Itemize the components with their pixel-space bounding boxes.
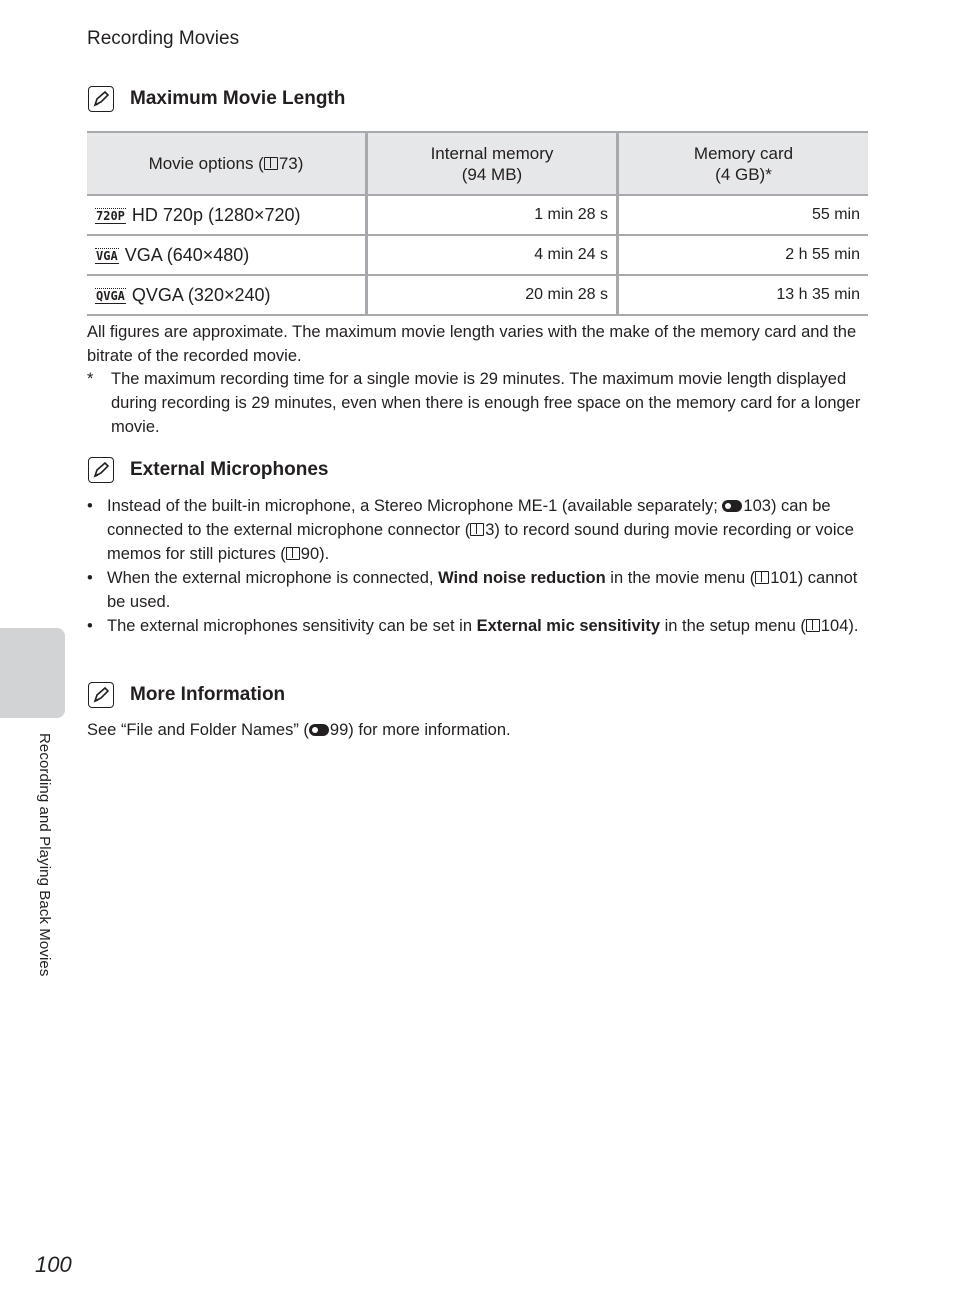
running-header: Recording Movies: [87, 28, 240, 49]
section-title: Maximum Movie Length: [130, 88, 346, 109]
list-item: • The external microphones sensitivity can be set in External mic sensitivity in the setup menu ( 104).: [87, 614, 867, 638]
internal-memory-value: 4 min 24 s: [367, 235, 618, 275]
internal-memory-value: 1 min 28 s: [367, 195, 618, 235]
book-ref-icon: [470, 523, 484, 536]
list-item: • Instead of the built-in microphone, a Stereo Microphone ME-1 (available separately; 103) can be connected to the external microphone connector ( 3) to record sound during movie recording or voice memos for still pictures ( 90).: [87, 494, 867, 566]
book-ref-icon: [264, 157, 278, 170]
book-ref-icon: [806, 619, 820, 632]
section-max-length-heading: [88, 84, 345, 114]
section-title: More Information: [130, 684, 286, 705]
menu-option-name: External mic sensitivity: [476, 617, 661, 635]
col-internal-memory: Internal memory (94 MB): [367, 132, 618, 195]
row-label: 720P HD 720p (1280×720): [87, 195, 367, 235]
book-ref-icon: [286, 547, 300, 560]
approximate-figures-note: All figures are approximate. The maximum movie length varies with the make of the memory card and the bitrate of the recorded movie.: [87, 323, 857, 365]
bullet: •: [87, 617, 93, 635]
section-external-mics-heading: [88, 455, 329, 485]
hd720p-mode-icon: 720P: [96, 208, 125, 223]
footnote: [87, 367, 867, 439]
page-number: 100: [35, 1252, 72, 1277]
table-header-row: [87, 132, 868, 195]
memory-card-value: 2 h 55 min: [618, 235, 869, 275]
reference-section-icon: [309, 724, 329, 736]
note-pencil-icon: [88, 457, 114, 483]
col-memory-card: Memory card (4 GB)*: [618, 132, 869, 195]
table-row: [87, 275, 868, 315]
movie-length-table: [87, 131, 868, 316]
list-item: • When the external microphone is connected, Wind noise reduction in the movie menu ( 101) cannot be used.: [87, 566, 867, 614]
reference-section-icon: [722, 500, 742, 512]
footnote-text: The maximum recording time for a single movie is 29 minutes. The maximum movie length displayed during recording is 29 minutes, even when there is enough free space on the memory card for a longer movie.: [111, 370, 861, 436]
qvga-mode-icon: QVGA: [96, 288, 125, 303]
table-row: [87, 235, 868, 275]
footnote-mark: *: [87, 370, 94, 388]
table-row: [87, 195, 868, 235]
book-ref-icon: [755, 571, 769, 584]
side-chapter-tab: [0, 628, 65, 718]
vga-mode-icon: VGA: [96, 248, 118, 263]
external-mic-bullets: [87, 494, 867, 638]
note-pencil-icon: [88, 86, 114, 112]
col-movie-options: Movie options ( 73): [87, 132, 367, 195]
note-pencil-icon: [88, 682, 114, 708]
row-label: QVGA QVGA (320×240): [87, 275, 367, 315]
menu-option-name: Wind noise reduction: [438, 569, 606, 587]
section-more-info-heading: [88, 680, 285, 710]
more-info-text: See “File and Folder Names” ( 99) for more information.: [87, 721, 511, 739]
memory-card-value: 13 h 35 min: [618, 275, 869, 315]
row-label: VGA VGA (640×480): [87, 235, 367, 275]
memory-card-value: 55 min: [618, 195, 869, 235]
side-chapter-label: Recording and Playing Back Movies: [36, 733, 53, 977]
internal-memory-value: 20 min 28 s: [367, 275, 618, 315]
bullet: •: [87, 497, 93, 515]
bullet: •: [87, 569, 93, 587]
section-title: External Microphones: [130, 459, 329, 480]
